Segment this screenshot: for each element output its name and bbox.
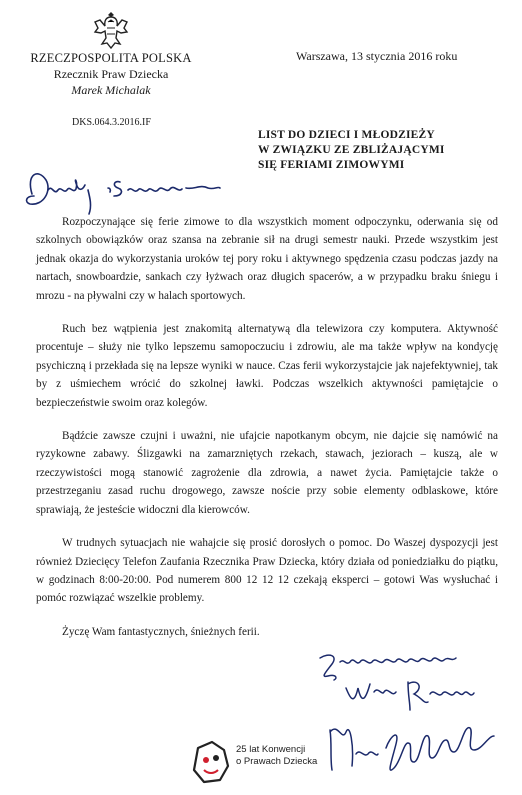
logo-line: o Prawach Dziecka [236, 756, 318, 767]
letter-title [258, 128, 498, 173]
handwritten-greeting [18, 160, 248, 218]
body-paragraph: Bądźcie zawsze czujni i uważni, nie ufajcie napotkanym obcym, nie dajcie się namówić na ryzykowne zabawy. Ślizgawki na zamarzniętych rzekach, stawach, jeziorach – kuszą, ale w rzeczywistości mogą stanowić zagrożenie dla zdrowia, a nawet życia. Pamiętajcie także o przestrzeganiu zasad ruchu drogowego, zawsze noście przy sobie elementy odblaskowe, które sprawiają, że jesteście widoczni dla kierowców. [36, 430, 498, 516]
title-line: LIST DO DZIECI I MŁODZIEŻY [258, 129, 435, 141]
logo-line: 25 lat Konwencji [236, 744, 306, 755]
body-paragraph: Rozpoczynające się ferie zimowe to dla wszystkich moment odpoczynku, oderwania się od szkolnych obowiązków oraz szansa na zebranie sił na drugi semestr nauki. Przede wszystkim jest jednak okazja do wykorzystania uroków tej pory roku i aktywnego spędzenia czasu podczas jazdy na nartach, snowboardzie, sankach czy łyżwach oraz długich spacerów, a w przypadku braku śniegu i mrozu - na pływalni czy w halach sportowych. [36, 216, 498, 302]
body-paragraph: Ruch bez wątpienia jest znakomitą alternatywą dla telewizora czy komputera. Aktywność procentuje – służy nie tylko lepszemu samopoczuciu i zdrowiu, ale ma także wpływ na kondycję psychiczną i przekłada się na lepsze wyniki w nauce. Czas ferii wykorzystajcie jak najefektywniej, tak by z uśmiechem wrócić do szkolnej ławki. Podczas wszelkich aktywności pamiętajcie o bezpieczeństwie swoim oraz kolegów. [36, 323, 498, 409]
letter-body [36, 213, 498, 656]
official-name: Marek Michalak [71, 83, 151, 97]
sender-block [0, 50, 222, 98]
title-line: W ZWIĄZKU ZE ZBLIŻAJĄCYMI [258, 144, 445, 156]
office-name: Rzecznik Praw Dziecka [53, 67, 169, 81]
title-line: SIĘ FERIAMI ZIMOWYMI [258, 159, 405, 171]
convention-logo-icon [190, 738, 232, 786]
eagle-emblem-icon [92, 8, 130, 52]
reference-number: DKS.064.3.2016.IF [72, 117, 151, 128]
closing-line: Życzę Wam fantastycznych, śnieżnych ferii. [62, 625, 260, 638]
letter-date: Warszawa, 13 stycznia 2016 roku [296, 49, 458, 63]
handwritten-signature [316, 648, 522, 795]
country-name: RZECZPOSPOLITA POLSKA [30, 51, 192, 65]
body-paragraph: W trudnych sytuacjach nie wahajcie się prosić dorosłych o pomoc. Do Waszej dyspozycji jest również Dziecięcy Telefon Zaufania Rzecznika Praw Dziecka, który działa od poniedziałku do piątku, w godzinach 8:00-20:00. Pod numerem 800 12 12 12 czekają eksperci – gotowi Was wysłuchać i pomóc rozwiązać wszelkie problemy. [36, 537, 498, 605]
convention-logo-text [236, 744, 317, 768]
